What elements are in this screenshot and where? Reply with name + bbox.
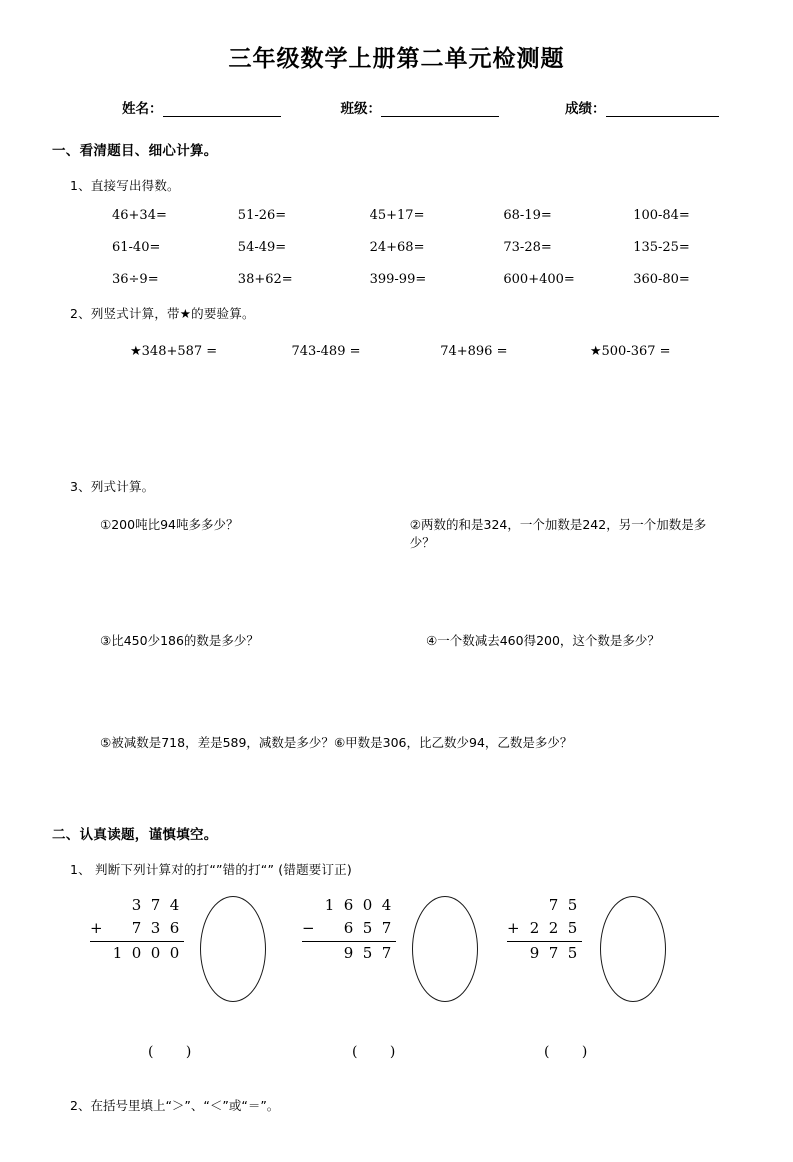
- judgment-item-heading: 1、 判断下列计算对的打“”错的打“” (错题要订正): [70, 862, 352, 877]
- oral-row: [96, 208, 731, 223]
- digit: [320, 942, 339, 965]
- operator-slot: [302, 942, 320, 965]
- operator-slot: [507, 942, 525, 965]
- digit: 4: [381, 896, 392, 914]
- oral-problem[interactable]: 24+68=: [369, 240, 425, 255]
- word-problem[interactable]: ⑥甲数是306，比乙数少94，乙数是多少？: [333, 735, 573, 750]
- operator: +: [507, 919, 520, 937]
- oral-problem[interactable]: 135-25=: [633, 240, 690, 255]
- vertical-calc-problem[interactable]: 743-489 =: [291, 344, 361, 359]
- column-sum-row-1: [302, 894, 396, 917]
- worksheet-page: [0, 40, 793, 1162]
- answer-oval[interactable]: [200, 896, 266, 1002]
- operator-slot: [90, 894, 108, 917]
- column-sum-row-2: [507, 917, 582, 942]
- oral-problem[interactable]: 73-28=: [503, 240, 552, 255]
- digit: 6: [343, 896, 354, 914]
- vertical-calc-problem[interactable]: ★500-367 =: [589, 344, 671, 359]
- digit: 0: [169, 944, 180, 962]
- field-score-blank[interactable]: [606, 103, 719, 117]
- section-one-heading: 一、看清题目、细心计算。: [52, 143, 218, 159]
- field-class-label: 班级：: [340, 101, 381, 117]
- word-problem[interactable]: ④一个数减去460得200，这个数是多少？: [426, 633, 660, 648]
- vertical-calc-problem[interactable]: 74+896 =: [440, 344, 508, 359]
- digit: 7: [381, 944, 392, 962]
- column-sum-result: [302, 942, 396, 965]
- digit: 2: [548, 919, 559, 937]
- word-problems-block: [52, 515, 741, 751]
- word-problem-row: [100, 515, 731, 551]
- oral-problem[interactable]: 45+17=: [369, 208, 425, 223]
- oral-problem[interactable]: 399-99=: [369, 272, 427, 287]
- digit: 5: [362, 944, 373, 962]
- digit: 0: [362, 896, 373, 914]
- digit: 7: [548, 896, 559, 914]
- oral-problem[interactable]: 51-26=: [237, 208, 287, 223]
- answer-parens[interactable]: ( ): [148, 1044, 206, 1060]
- word-problem[interactable]: ②两数的和是324，一个加数是242，另一个加数是多少？: [409, 517, 707, 550]
- answer-parens[interactable]: ( ): [352, 1044, 410, 1060]
- digit: 6: [343, 919, 354, 937]
- digit: 4: [169, 896, 180, 914]
- answer-oval[interactable]: [600, 896, 666, 1002]
- item-3-heading: 3、列式计算。: [70, 479, 155, 494]
- oral-problem[interactable]: 36÷9=: [112, 272, 159, 287]
- digit: 9: [529, 944, 540, 962]
- vertical-calc-problem[interactable]: ★348+587 =: [130, 344, 218, 359]
- field-class: [341, 97, 500, 117]
- oral-calculation-grid: [52, 208, 741, 287]
- column-sum-result: [90, 942, 184, 965]
- oral-problem[interactable]: 100-84=: [633, 208, 690, 223]
- digit: [320, 917, 339, 940]
- word-problem[interactable]: ③比450少186的数是多少？: [100, 633, 259, 648]
- digit: 5: [362, 919, 373, 937]
- judgment-problems-area: [52, 894, 741, 1042]
- word-problem-row: [100, 733, 731, 751]
- digit: 7: [150, 896, 161, 914]
- field-score-label: 成绩：: [565, 101, 606, 117]
- digit: 5: [567, 944, 578, 962]
- digit: 0: [150, 944, 161, 962]
- operator: −: [302, 919, 315, 937]
- field-score: [565, 97, 719, 117]
- digit: 3: [150, 919, 161, 937]
- word-problem[interactable]: ①200吨比94吨多多少？: [100, 517, 239, 532]
- operator: +: [90, 919, 103, 937]
- digit: 1: [112, 944, 123, 962]
- compare-item-heading: 2、在括号里填上“＞”、“＜”或“＝”。: [70, 1098, 280, 1113]
- oral-row: [96, 272, 731, 287]
- field-name-label: 姓名：: [122, 101, 163, 117]
- column-sum: [507, 894, 582, 965]
- column-sum-row-2: [90, 917, 184, 942]
- judgment-problem: [507, 894, 666, 1002]
- oral-problem[interactable]: 600+400=: [503, 272, 575, 287]
- digit: 7: [548, 944, 559, 962]
- section-two-heading: 二、认真读题，谨慎填空。: [52, 827, 218, 843]
- digit: 5: [567, 919, 578, 937]
- digit: 7: [381, 919, 392, 937]
- operator-slot: [302, 894, 320, 917]
- item-2-heading: 2、列竖式计算，带★的要验算。: [70, 306, 255, 321]
- digit: 9: [343, 944, 354, 962]
- operator-slot: [507, 894, 525, 917]
- digit: [108, 894, 127, 917]
- page-title: 三年级数学上册第二单元检测题: [228, 46, 565, 72]
- operator-slot: [90, 942, 108, 965]
- header-fields: [52, 97, 741, 117]
- vertical-calc-problem-row: [52, 344, 741, 359]
- judgment-problem: [302, 894, 478, 1002]
- column-sum-result: [507, 942, 582, 965]
- oral-row: [96, 240, 731, 255]
- digit: 0: [131, 944, 142, 962]
- item-1-heading: 1、直接写出得数。: [70, 178, 180, 193]
- column-sum: [302, 894, 396, 965]
- judgment-problem: [90, 894, 266, 1002]
- column-sum-row-1: [507, 894, 582, 917]
- column-sum: [90, 894, 184, 965]
- digit: [108, 917, 127, 940]
- oral-problem[interactable]: 68-19=: [503, 208, 552, 223]
- oral-problem[interactable]: 54-49=: [237, 240, 287, 255]
- word-problem-row: [100, 631, 731, 649]
- digit: 5: [567, 896, 578, 914]
- column-sum-row-1: [90, 894, 184, 917]
- oral-problem[interactable]: 61-40=: [112, 240, 161, 255]
- oral-problem[interactable]: 46+34=: [112, 208, 167, 223]
- field-class-blank[interactable]: [381, 103, 499, 117]
- oral-problem[interactable]: 360-80=: [633, 272, 690, 287]
- digit: 7: [131, 919, 142, 937]
- digit: 3: [131, 896, 142, 914]
- digit: 6: [169, 919, 180, 937]
- answer-parens[interactable]: ( ): [544, 1044, 602, 1060]
- oral-problem[interactable]: 38+62=: [237, 272, 293, 287]
- digit: 1: [324, 896, 335, 914]
- field-name-blank[interactable]: [163, 103, 281, 117]
- word-problem[interactable]: ⑤被减数是718，差是589，减数是多少？: [100, 735, 334, 750]
- column-sum-row-2: [302, 917, 396, 942]
- answer-oval[interactable]: [412, 896, 478, 1002]
- digit: [525, 894, 544, 917]
- judgment-answer-row: [52, 1044, 741, 1070]
- digit: 2: [529, 919, 540, 937]
- field-name: [122, 97, 281, 117]
